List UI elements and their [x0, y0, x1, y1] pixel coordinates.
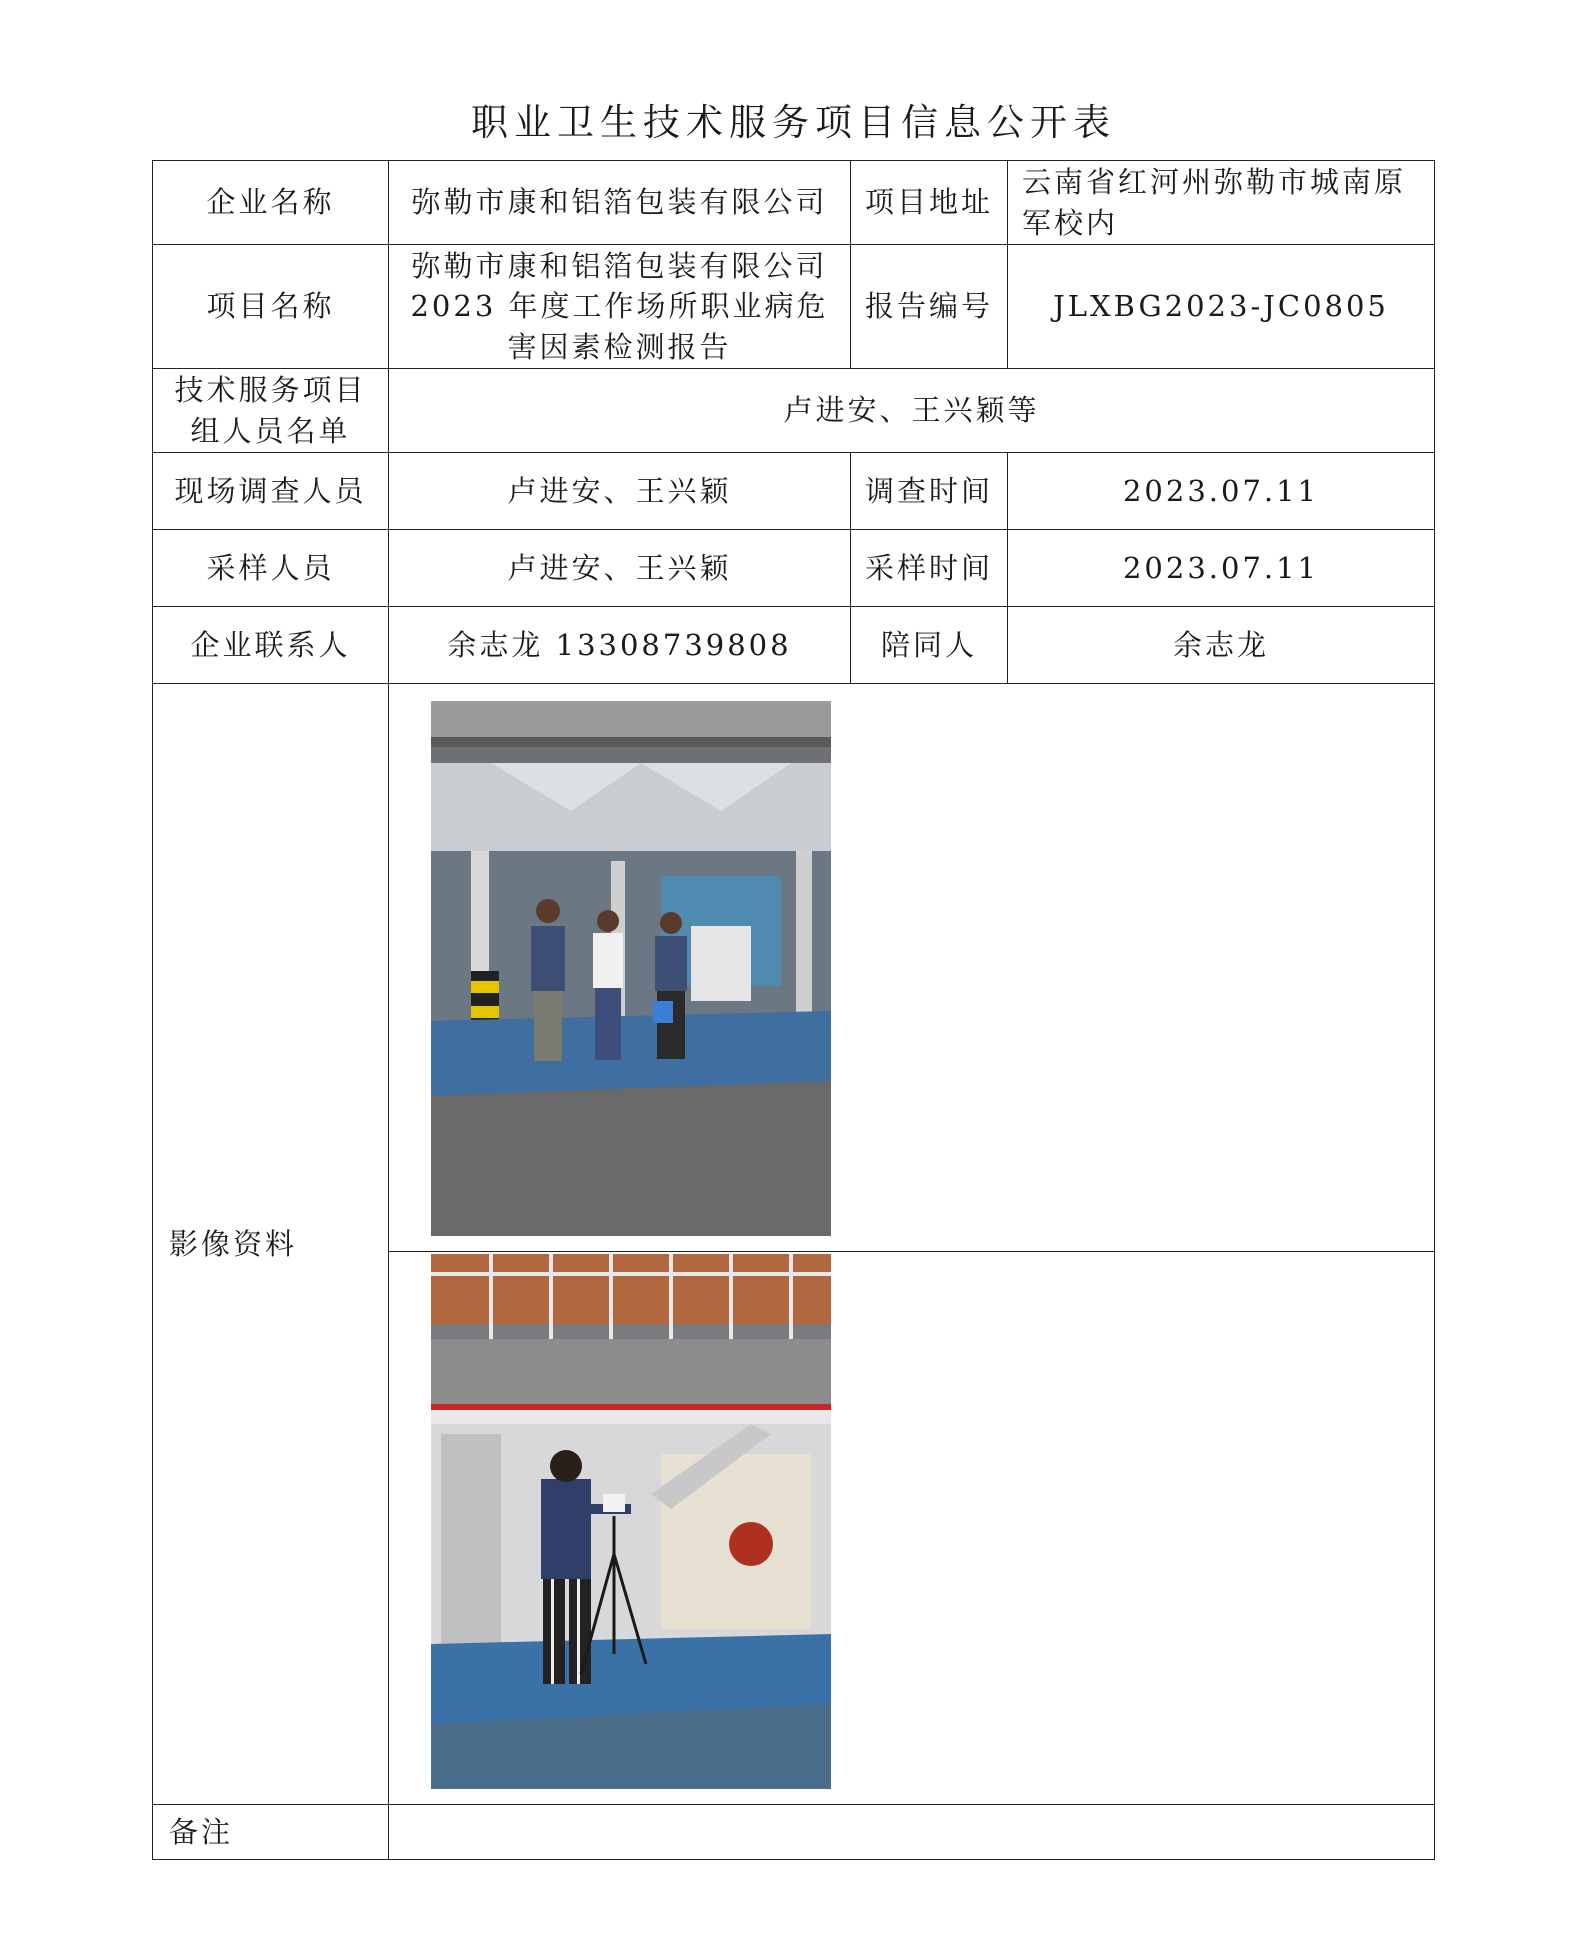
- table-row: [153, 684, 1435, 1252]
- project-address-label: 项目地址: [851, 161, 1008, 245]
- photo-cell-1: [389, 684, 1435, 1252]
- companion-label: 陪同人: [851, 607, 1008, 684]
- table-row: [153, 245, 1435, 369]
- sampling-staff-value: 卢进安、王兴颖: [389, 530, 851, 607]
- table-row: [153, 607, 1435, 684]
- page-title: 职业卫生技术服务项目信息公开表: [471, 101, 1116, 144]
- site-survey-photo: [431, 701, 831, 1236]
- table-row: [153, 453, 1435, 530]
- company-name-value: 弥勒市康和铝箔包装有限公司: [389, 161, 851, 245]
- companion-value: 余志龙: [1008, 607, 1435, 684]
- table-row: [153, 530, 1435, 607]
- sampling-time-value: 2023.07.11: [1008, 530, 1435, 607]
- report-number-label: 报告编号: [851, 245, 1008, 369]
- table-row: [153, 1805, 1435, 1860]
- info-table: [152, 160, 1435, 1860]
- project-name-label: 项目名称: [153, 245, 389, 369]
- table-row: [153, 369, 1435, 453]
- survey-time-value: 2023.07.11: [1008, 453, 1435, 530]
- company-name-label: 企业名称: [153, 161, 389, 245]
- image-records-label: 影像资料: [153, 684, 389, 1805]
- remarks-label: 备注: [153, 1805, 389, 1860]
- photo-cell-2: [389, 1252, 1435, 1805]
- survey-time-label: 调查时间: [851, 453, 1008, 530]
- contact-person-value: 余志龙 13308739808: [389, 607, 851, 684]
- table-row: [153, 161, 1435, 245]
- team-members-value: 卢进安、王兴颖等: [389, 369, 1435, 453]
- survey-staff-label: 现场调查人员: [153, 453, 389, 530]
- sampling-time-label: 采样时间: [851, 530, 1008, 607]
- report-number-value: JLXBG2023-JC0805: [1008, 245, 1435, 369]
- survey-staff-value: 卢进安、王兴颖: [389, 453, 851, 530]
- contact-person-label: 企业联系人: [153, 607, 389, 684]
- project-name-value: 弥勒市康和铝箔包装有限公司2023 年度工作场所职业病危害因素检测报告: [389, 245, 851, 369]
- project-address-value: 云南省红河州弥勒市城南原军校内: [1008, 161, 1435, 245]
- team-members-label: 技术服务项目组人员名单: [153, 369, 389, 453]
- sampling-photo: [431, 1254, 831, 1789]
- remarks-value: [389, 1805, 1435, 1860]
- sampling-staff-label: 采样人员: [153, 530, 389, 607]
